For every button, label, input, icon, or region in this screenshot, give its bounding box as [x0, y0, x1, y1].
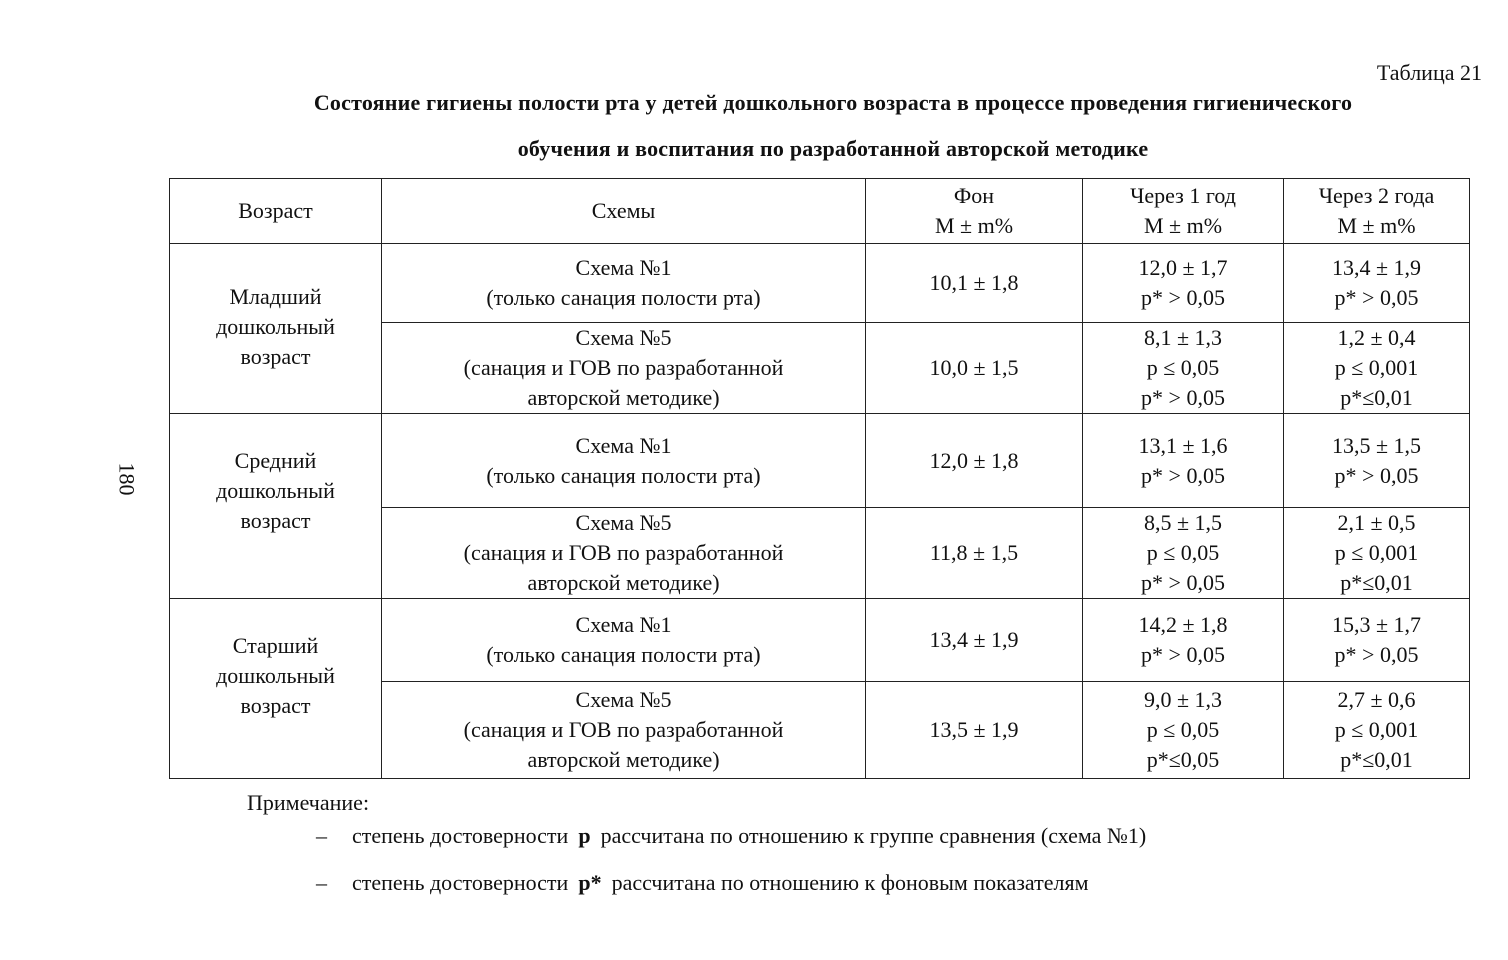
scheme-cell: Схема №1 (только санация полости рта) [382, 414, 866, 508]
baseline-cell: 11,8 ± 1,5 [866, 508, 1083, 599]
page-number: 180 [114, 462, 140, 496]
baseline-cell: 13,4 ± 1,9 [866, 599, 1083, 682]
year2-cell: 2,1 ± 0,5 p ≤ 0,001 p*≤0,01 [1284, 508, 1470, 599]
scheme-cell: Схема №5 (санация и ГОВ по разработанной авторской методике) [382, 682, 866, 779]
table-row [170, 599, 1470, 682]
table-label: Таблица 21 [1376, 60, 1482, 85]
note-dash: – [316, 823, 327, 848]
scheme-cell: Схема №1 (только санация полости рта) [382, 599, 866, 682]
note-title: Примечание: [247, 790, 370, 815]
note-item [316, 823, 1146, 849]
age-group-cell: Младший дошкольный возраст [170, 244, 382, 414]
age-group-cell: Средний дошкольный возраст [170, 414, 382, 599]
header-year1: Через 1 год M ± m% [1083, 179, 1284, 244]
year1-cell: 14,2 ± 1,8 p* > 0,05 [1083, 599, 1284, 682]
scheme-cell: Схема №5 (санация и ГОВ по разработанной авторской методике) [382, 508, 866, 599]
year2-cell: 1,2 ± 0,4 p ≤ 0,001 p*≤0,01 [1284, 323, 1470, 414]
document-title-line-2: обучения и воспитания по разработанной авторской методике [517, 136, 1149, 161]
scheme-cell: Схема №1 (только санация полости рта) [382, 244, 866, 323]
table-header-row [170, 179, 1470, 244]
header-year2: Через 2 года M ± m% [1284, 179, 1470, 244]
year1-cell: 12,0 ± 1,7 p* > 0,05 [1083, 244, 1284, 323]
year2-cell: 2,7 ± 0,6 p ≤ 0,001 p*≤0,01 [1284, 682, 1470, 779]
note-text: рассчитана по отношению к фоновым показателям [611, 870, 1089, 895]
header-age: Возраст [170, 179, 382, 244]
baseline-cell: 10,1 ± 1,8 [866, 244, 1083, 323]
note-dash: – [316, 870, 327, 895]
note-symbol: p* [578, 870, 602, 895]
year2-cell: 13,5 ± 1,5 p* > 0,05 [1284, 414, 1470, 508]
baseline-cell: 12,0 ± 1,8 [866, 414, 1083, 508]
age-group-cell: Старший дошкольный возраст [170, 599, 382, 779]
hygiene-table [169, 178, 1470, 779]
note-item [316, 870, 1089, 896]
document-title-line-1: Состояние гигиены полости рта у детей дошкольного возраста в процессе проведения гигиенического [313, 90, 1353, 115]
year2-cell: 15,3 ± 1,7 p* > 0,05 [1284, 599, 1470, 682]
header-baseline: Фон M ± m% [866, 179, 1083, 244]
baseline-cell: 13,5 ± 1,9 [866, 682, 1083, 779]
table-row [170, 244, 1470, 323]
note-text: рассчитана по отношению к группе сравнения (схема №1) [600, 823, 1147, 848]
year1-cell: 8,1 ± 1,3 p ≤ 0,05 p* > 0,05 [1083, 323, 1284, 414]
year1-cell: 9,0 ± 1,3 p ≤ 0,05 p*≤0,05 [1083, 682, 1284, 779]
table-row [170, 414, 1470, 508]
scheme-cell: Схема №5 (санация и ГОВ по разработанной авторской методике) [382, 323, 866, 414]
header-scheme: Схемы [382, 179, 866, 244]
year2-cell: 13,4 ± 1,9 p* > 0,05 [1284, 244, 1470, 323]
baseline-cell: 10,0 ± 1,5 [866, 323, 1083, 414]
note-text: степень достоверности [352, 870, 569, 895]
note-symbol: p [578, 823, 591, 848]
note-text: степень достоверности [352, 823, 569, 848]
year1-cell: 13,1 ± 1,6 p* > 0,05 [1083, 414, 1284, 508]
year1-cell: 8,5 ± 1,5 p ≤ 0,05 p* > 0,05 [1083, 508, 1284, 599]
